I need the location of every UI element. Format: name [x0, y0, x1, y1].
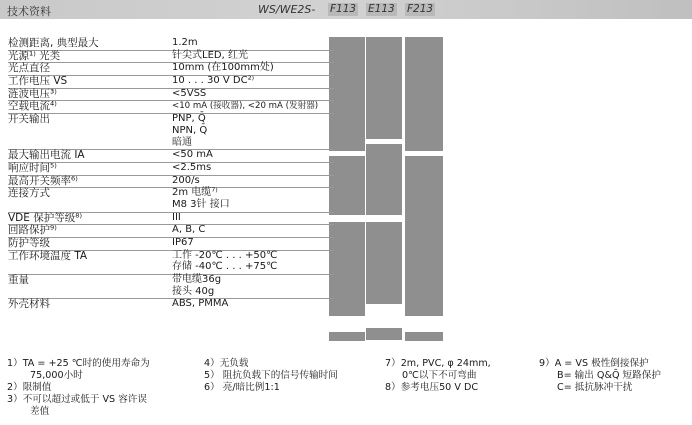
cell-block-col2-mid: [366, 144, 402, 215]
spec-value: 针尖式LED, 红光: [172, 49, 248, 61]
spec-label: 响应时间⁵⁾: [8, 161, 57, 174]
cell-block-col1-top: [329, 37, 365, 151]
footnote-1: 1）TA = +25 ℃时的使用寿命为: [7, 358, 150, 369]
cell-block-col2-bottom: [366, 328, 402, 340]
header-bar: [0, 0, 692, 19]
spec-label: 开关输出: [8, 113, 50, 126]
spec-label: 最大输出电流 IA: [8, 149, 85, 162]
spec-value: 1.2m: [172, 37, 198, 48]
spec-label: 连接方式: [8, 187, 50, 200]
spec-row: [8, 38, 334, 50]
spec-label: 涟波电压³⁾: [8, 87, 57, 100]
spec-value: <2.5ms: [172, 161, 212, 173]
footnote-9-b: B= 输出 Q&Q̄ 短路保护: [557, 370, 661, 381]
spec-value: 2m 电缆⁷⁾: [172, 187, 218, 199]
spec-value: NPN, Q̄: [172, 124, 208, 136]
spec-row: [8, 250, 334, 263]
spec-row: [8, 212, 334, 225]
footnote-3-cont: 差值: [30, 406, 50, 417]
spec-row: [8, 75, 334, 88]
cell-block-col1-mid: [329, 156, 365, 215]
spec-value: <5VSS: [172, 87, 207, 99]
spec-row: [8, 162, 334, 175]
column-code-e113: E113: [368, 3, 395, 15]
spec-row: [8, 50, 334, 63]
footnote-7-cont: 0℃以下不可弯曲: [402, 370, 477, 381]
spec-label: 工作环境温度 TA: [8, 249, 88, 262]
cell-block-col2-low: [366, 222, 402, 304]
cell-block-col3-bottom: [405, 332, 443, 341]
spec-table: [8, 38, 334, 311]
spec-value: ABS, PMMA: [172, 298, 229, 310]
spec-label: 最高开关频率⁶⁾: [8, 174, 78, 187]
spec-row: [8, 274, 334, 287]
spec-value: 10mm (在100mm处): [172, 62, 274, 74]
cell-block-col2-top: [366, 37, 402, 139]
spec-row: [8, 100, 334, 113]
spec-row: [8, 113, 334, 126]
spec-value: A, B, C: [172, 224, 206, 236]
spec-value: 工作 -20℃ . . . +50℃: [172, 249, 278, 261]
spec-value: 带电缆36g: [172, 274, 222, 286]
footnote-3: 3）不可以超过或低于 VS 容许误: [7, 394, 147, 405]
spec-value: IP67: [172, 237, 194, 248]
spec-value: <50 mA: [172, 149, 213, 161]
spec-value: <10 mA (接收器), <20 mA (发射器): [172, 101, 319, 112]
cell-block-col3-low: [405, 210, 443, 316]
spec-row: [8, 224, 334, 237]
spec-value: 暗通: [172, 136, 192, 148]
footnote-9: 9）A = VS 极性倒接保护: [539, 358, 649, 369]
spec-value: 接头 40g: [172, 285, 215, 297]
cell-block-col3-mid: [405, 156, 443, 215]
spec-value: 200/s: [172, 174, 200, 186]
footnote-4: 4）无负载: [204, 358, 249, 369]
spec-value: 存储 -40℃ . . . +75℃: [172, 261, 278, 273]
spec-label: 重量: [8, 274, 29, 287]
spec-value: PNP, Q̄: [172, 113, 206, 125]
spec-row: [8, 175, 334, 188]
spec-row: [8, 287, 334, 299]
footnote-6: 6） 亮/暗比例1:1: [204, 382, 280, 393]
spec-label: 工作电压 VS: [8, 75, 68, 88]
footnote-2: 2）限制值: [7, 382, 52, 393]
spec-label: 检测距离, 典型最大: [8, 37, 99, 49]
footnote-5: 5） 阻抗负载下的信号传输时间: [204, 370, 338, 381]
footnote-1-cont: 75,000小时: [30, 370, 83, 381]
spec-row: [8, 262, 334, 274]
spec-label: 外壳材料: [8, 298, 50, 311]
cell-block-col1-bottom: [329, 332, 365, 341]
spec-value: III: [172, 211, 181, 223]
spec-row: [8, 149, 334, 162]
footnote-7: 7）2m, PVC, φ 24mm,: [385, 358, 491, 369]
column-code-f113: F113: [330, 3, 357, 15]
spec-label: 光点直径: [8, 62, 50, 75]
footnote-9-c: C= 抵抗脉冲干扰: [557, 382, 633, 393]
spec-value: M8 3针 接口: [172, 198, 230, 210]
section-title: 技术资料: [7, 5, 51, 18]
spec-label: 光源¹⁾ 光类: [8, 49, 61, 62]
spec-label: VDE 保护等级⁸⁾: [8, 211, 83, 224]
spec-label: 防护等级: [8, 237, 50, 249]
cell-block-col3-top: [405, 37, 443, 151]
footnote-8: 8）参考电压50 V DC: [385, 382, 479, 393]
spec-row: [8, 138, 334, 150]
cell-block-col1-low: [329, 222, 365, 316]
spec-row: [8, 88, 334, 101]
spec-row: [8, 62, 334, 75]
spec-row: [8, 200, 334, 212]
model-prefix: WS/WE2S-: [258, 3, 316, 16]
spec-label: 回路保护⁹⁾: [8, 224, 57, 237]
spec-row: [8, 187, 334, 200]
spec-row: [8, 237, 334, 250]
spec-row: [8, 298, 334, 311]
spec-label: 空载电流⁴⁾: [8, 100, 57, 113]
spec-value: 10 . . . 30 V DC²⁾: [172, 75, 255, 87]
spec-row: [8, 126, 334, 138]
column-code-f213: F213: [407, 3, 434, 15]
